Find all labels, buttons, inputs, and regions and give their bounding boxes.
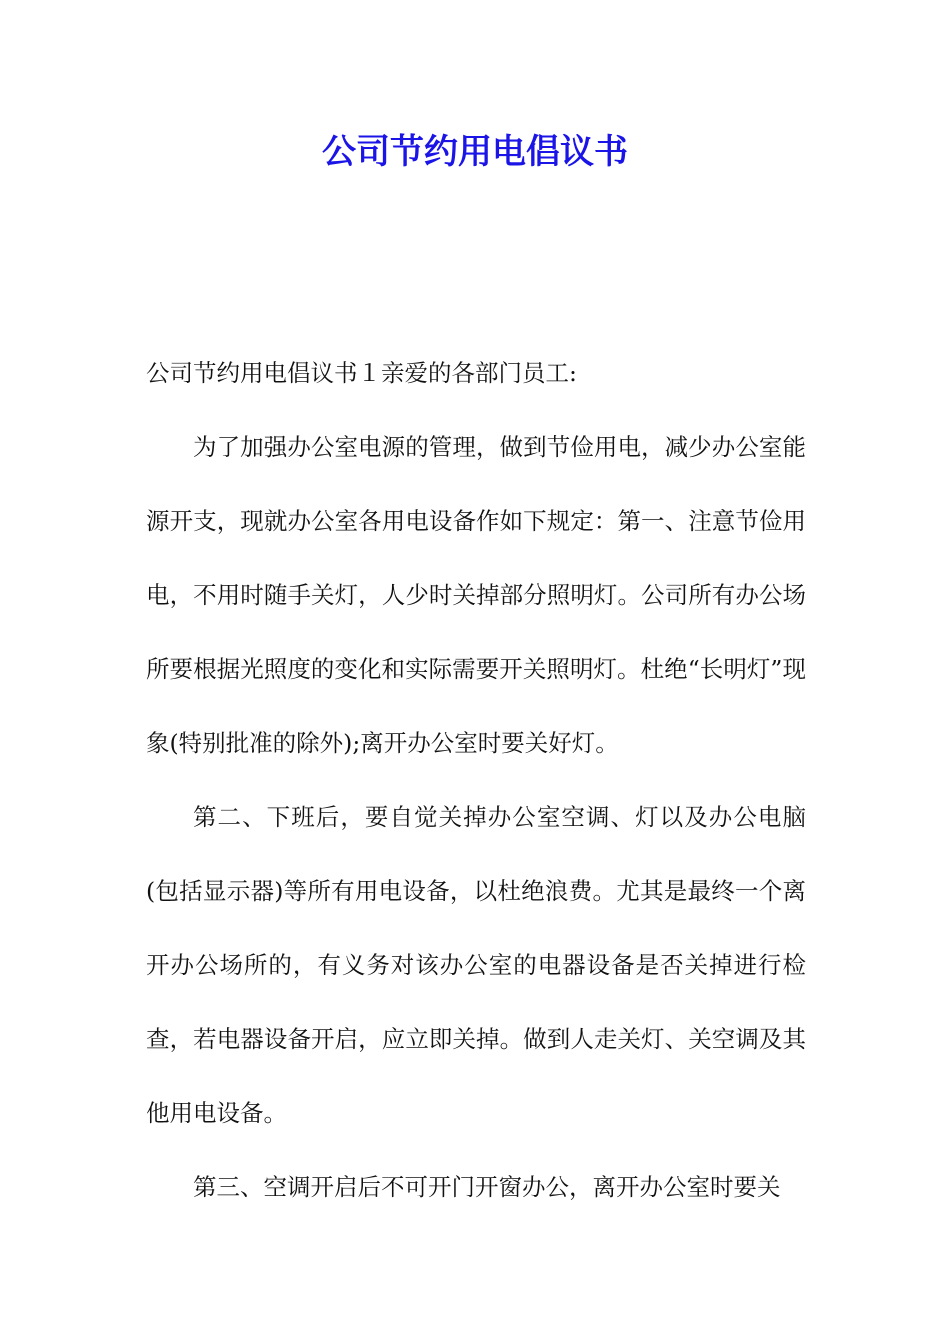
paragraph-salutation: 公司节约用电倡议书１亲爱的各部门员工: [146, 359, 577, 387]
paragraph-rule-one: 为了加强办公室电源的管理，做到节俭用电，减少办公室能源开支，现就办公室各用电设备作如下规定：第一、注意节俭用电，不用时随手关灯，人少时关掉部分照明灯。公司所有办公场所要根据光照度的变化和实际需要开关照明灯。杜绝“长明灯”现象(特别批准的除外);离开办公室时要关好灯。 [146, 433, 806, 757]
paragraph-rule-three: 第三、空调开启后不可开门开窗办公，离开办公室时要关 [193, 1173, 781, 1201]
paragraph-rule-two: 第二、下班后，要自觉关掉办公室空调、灯以及办公电脑(包括显示器)等所有用电设备，以杜绝浪费。尤其是最终一个离开办公场所的，有义务对该办公室的电器设备是否关掉进行检查，若电器设备开启，应立即关掉。做到人走关灯、关空调及其他用电设备。 [146, 803, 806, 1127]
document-title: 公司节约用电倡议书 [322, 132, 628, 172]
document-body [146, 336, 806, 1224]
